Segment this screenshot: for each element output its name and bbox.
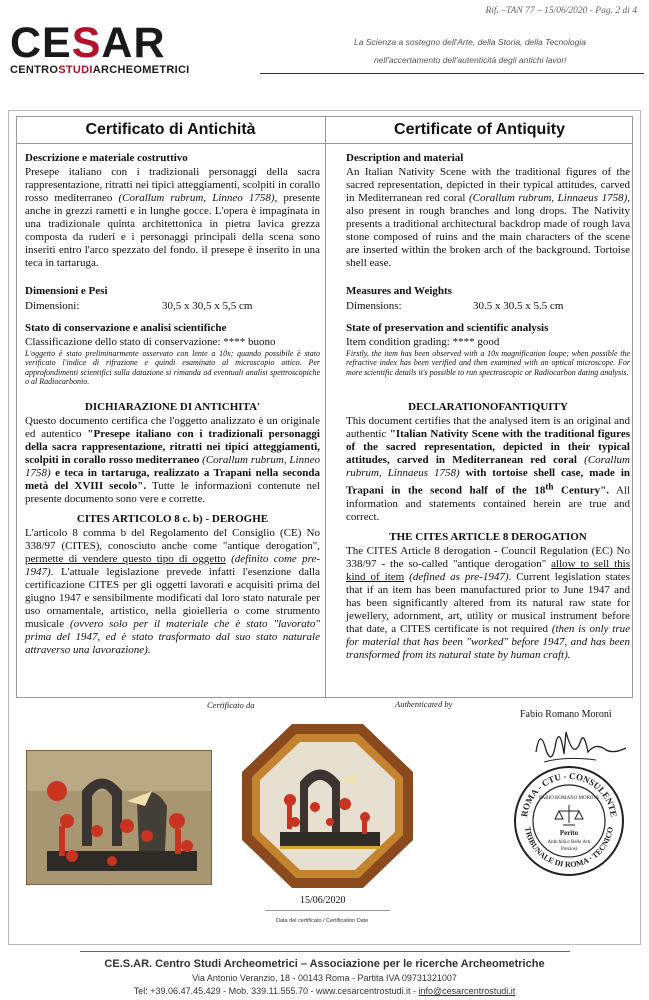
svg-text:ROMA - CTU - CONSULENTE: ROMA - CTU - CONSULENTE — [519, 770, 619, 818]
svg-text:FABIO ROMANO MORONI: FABIO ROMANO MORONI — [539, 796, 599, 801]
state-grade: Item condition grading: **** good — [346, 336, 500, 348]
header-divider — [260, 73, 644, 74]
description-section — [25, 152, 320, 279]
dimensions-row: Dimensioni: 30,5 x 30,5 x 5,5 cm — [25, 300, 253, 312]
title-english: Certificate of Antiquity — [394, 121, 565, 138]
svg-text:TRIBUNALE DI ROMA · TECNICO: TRIBUNALE DI ROMA · TECNICO — [523, 826, 615, 870]
footer-phone-web: Tel: +39.06.47.45.429 - Mob. 339.11.555.70 - www.cesarcentrostudi.it - — [133, 986, 419, 996]
footer-organization: CE.S.AR. Centro Studi Archeometrici – Associazione per le ricerche Archeometriche — [104, 958, 545, 970]
state-heading: State of preservation and scientific analysis — [346, 322, 549, 334]
cites-heading: THE CITES ARTICLE 8 DEROGATION — [389, 530, 587, 543]
state-notes: Firstly, the item has been observed with a 10x magnification loupe; when possible the refractive index has been verified and then examined with an optical microscope. For more scientific details it's possible to run spectroscopic or Radiocarbon dating analysis. — [346, 349, 630, 377]
date-underline — [265, 910, 390, 911]
footer-contacts — [0, 986, 649, 996]
cites-text: The CITES Article 8 derogation - Council Regulation (EC) No 338/97 - the so-called "antique derogation" allow to sell this kind of item (defined as pre-1947). Current legislation states that if an item has been manufactured prior to June 1947 and has been significantly altered from its natural raw state for jewellery, adornment, art, utility or musical instrument before that date, a CITES certificate is not required (then is only true for material that has been "worked" before 1947, and has been transformed from its natural state by human craft). — [346, 544, 630, 661]
nativity-detail-photo — [26, 750, 212, 885]
description-text: An Italian Nativity Scene with the traditional figures of the sacred representation, depicted in their typical attitudes, carved in Mediterranean red coral (Corallum rubrum, Linnaeus 1758), also present in rough branches and long drops. The Nativity presents a traditional architectural backdrop made of rough lava stone composed of ruins and the main characters of the scene are inserted within the broken arch of the background. Tortoise shell ease. — [346, 166, 630, 269]
document-reference: Rif. –TAN 77 – 15/06/2020 - Pag. 2 di 4 — [485, 6, 637, 16]
nativity-case-photo — [240, 722, 415, 890]
page-header — [0, 0, 649, 100]
official-seal — [513, 765, 625, 877]
dimensions-heading: Measures and Weights — [346, 285, 452, 297]
certificate-date: 15/06/2020 — [300, 895, 346, 906]
description-text: Presepe italiano con i tradizionali personaggi della sacra rappresentazione, ritratti nei tipici atteggiamenti, scolpiti in corallo rosso mediterraneo (Corallum rubrum, Linneo 1758), presente anche in grezzi rametti e in lunghe gocce. L'opera è impaginata in una tradizionale quinta architettonica in pietra lavica grezza composta da ruderi e i personaggi principali della scena sono inseriti entro l'arco spezzato del fondo. il presepe è inserito in una teca in tartaruga. — [25, 166, 321, 269]
description-section — [346, 152, 630, 279]
declaration-text: This document certifies that the analysed item is an original and authentic "Italian Nativity Scene with the traditional figures of the sacred representation, depicted in their typical attitudes, carved in Mediterranean red coral (Corallum rubrum, Linnaeus 1758) with tortoise shell case, made in Trapani in the second half of the 18th Century". All information and statements contained herein are true and correct. — [346, 415, 630, 523]
cesar-logo — [10, 20, 240, 76]
footer-divider — [80, 951, 570, 952]
state-notes: L'oggetto è stato preliminarmente osservato con lente a 10x; quando possibile è stato verificato l'indice di rifrazione e quindi esaminato al microscopio ottico. Per approfondimenti scientifici sulla datazione si rimanda ad eventuali analisi spettroscopiche o al Radiocarbonio. — [25, 349, 320, 387]
dimensions-heading: Dimensioni e Pesi — [25, 285, 108, 297]
cites-text: L'articolo 8 comma b del Regolamento del Consiglio (CE) No 338/97 (CITES), conosciuto anche come "antique derogation", permette di vendere questo tipo di oggetto (definito come pre-1947). L'attuale legislazione prevede infatti l'esenzione dalla certificazione CITES per gli oggetti lavorati e acquisiti prima del giugno 1947 e sensibilmente modificati dal loro stato naturale per uso ornamentale, artistico, nella gioielleria o come strumento musicale (ovvero solo per il materiale che è stato "lavorato" prima del 1947, ed è stato trasformato dal suo stato naturale attraverso una lavorazione). — [25, 527, 320, 656]
description-heading: Description and material — [346, 152, 464, 164]
date-caption: Data del certificato / Certification Date — [276, 918, 369, 924]
caption-authenticated-by: Authenticated by — [395, 699, 453, 709]
declaration-heading: DECLARATIONOFANTIQUITY — [408, 401, 568, 413]
declaration-heading: DICHIARAZIONE DI ANTICHITA' — [84, 401, 261, 413]
description-heading: Descrizione e materiale costruttivo — [25, 152, 188, 164]
svg-text:Perito: Perito — [559, 829, 579, 837]
caption-certified-by: Certificato da — [207, 700, 255, 710]
tagline-line-2: nell'accertamento dell'autenticità degli antichi lavori — [373, 55, 567, 65]
footer-email-link[interactable]: info@cesarcentrostudi.it — [418, 986, 516, 996]
cites-heading: CITES ARTICOLO 8 c. b) - DEROGHE — [76, 513, 269, 525]
declaration-text: Questo documento certifica che l'oggetto analizzato è un originale ed autentico "Presepe italiano con i tradizionali personaggi della sacra rappresentazione, ritratti nei tipici atteggiamenti, scolpiti in corallo rosso mediterraneo (Corallum rubrum, Linneo 1758) e teca in tartaruga, realizzato a Trapani nella seconda metà del XVIII secolo". Tutte le informazioni contenute nel presente documento sono vere e corrette. — [25, 415, 320, 505]
dimensions-row: Dimensions: 30.5 x 30.5 x 5.5 cm — [346, 300, 564, 312]
signer-name: Fabio Romano Moroni — [520, 709, 612, 720]
svg-text:Antichità e Belle Arti: Antichità e Belle Arti — [547, 840, 591, 845]
logo-subtitle: CENTROSTUDIARCHEOMETRICI — [10, 64, 190, 76]
logo-wordmark: CESAR — [10, 19, 166, 67]
state-heading: Stato di conservazione e analisi scientifiche — [25, 322, 227, 334]
italian-column — [25, 152, 320, 657]
column-divider — [325, 116, 326, 698]
title-italian: Certificato di Antichità — [85, 121, 256, 138]
english-column — [346, 152, 630, 662]
tagline-line-1: La Scienza a sostegno dell'Arte, della Storia, della Tecnologia — [354, 37, 586, 47]
footer-address: Via Antonio Veranzio, 18 - 00143 Roma - Partita IVA 09731321007 — [192, 973, 457, 983]
state-grade: Classificazione dello stato di conservazione: **** buono — [25, 336, 276, 348]
svg-text:Preziosi: Preziosi — [560, 847, 578, 852]
